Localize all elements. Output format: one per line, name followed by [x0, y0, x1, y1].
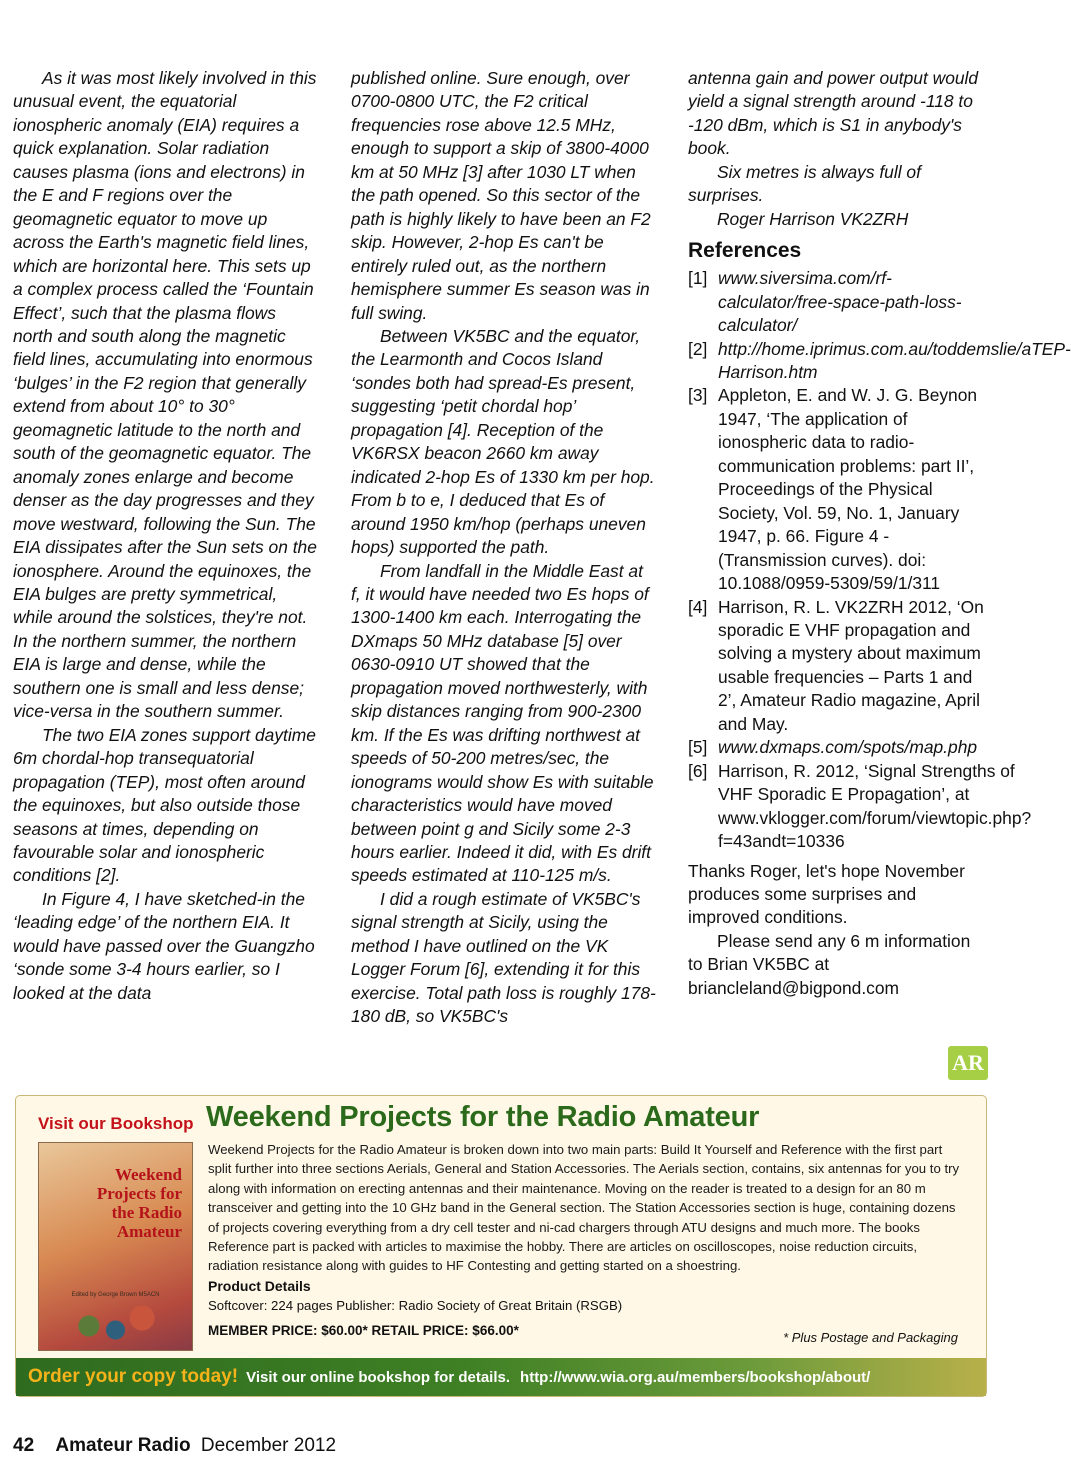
reference-item — [688, 760, 1032, 854]
reference-number: [1] — [688, 268, 708, 289]
reference-link[interactable]: http://home.iprimus.com.au/toddemslie/aTEP-Harrison.htm — [718, 338, 1071, 382]
contact-paragraph: Please send any 6 m information to Brian VK5BC at briancleland@bigpond.com — [688, 930, 971, 998]
postage-note: * Plus Postage and Packaging — [783, 1330, 958, 1345]
paragraph: The two EIA zones support daytime 6m chordal-hop transequatorial propagation (TEP), most often around the equinoxes, but also outside those seasons at times, depending on favourable solar and ionospheric conditions [2]. — [13, 724, 316, 886]
price-line: MEMBER PRICE: $60.00* RETAIL PRICE: $66.00* — [208, 1323, 519, 1338]
order-callout: Order your copy today! — [28, 1366, 239, 1387]
product-details-heading: Product Details — [208, 1278, 311, 1294]
ad-title: Weekend Projects for the Radio Amateur — [206, 1101, 760, 1133]
thanks-paragraph: Thanks Roger, let's hope November produces some surprises and improved conditions. — [688, 860, 965, 928]
page-footer — [13, 1435, 336, 1457]
reference-item — [688, 267, 988, 337]
reference-link[interactable]: www.siversima.com/rf-calculator/free-space-path-loss-calculator/ — [718, 268, 962, 336]
book-cover-author: Edited by George Brown M5ACN — [71, 1292, 160, 1298]
reference-number: [3] — [688, 385, 708, 406]
reference-text: Harrison, R. 2012, ‘Signal Strengths of VHF Sporadic E Propagation’, at www.vklogger.com/forum/viewtopic.php?f=43andt=10336 — [718, 760, 1032, 852]
page-number: 42 — [13, 1435, 35, 1456]
paragraph: antenna gain and power output would yield a signal strength around -118 to -120 dBm, which is S1 in anybody's book. — [688, 68, 979, 159]
reference-item — [688, 384, 988, 595]
paragraph: As it was most likely involved in this unusual event, the equatorial ionospheric anomaly (EIA) requires a quick explanation. Solar radiation causes plasma (ions and electrons) in the E and F regions over the geomagnetic equator to move up across the Earth's magnetic field lines, which are horizontal here. This sets up a complex process called the ‘Fountain Effect’, such that the plasma flows north and south along the magnetic field lines, accumulating into enormous ‘bulges’ in the F2 region that generally extend from about 10° to 30° geomagnetic latitude to the north and south of the geomagnetic equator. The anomaly zones enlarge and become denser as the day progresses and they move westward, following the Sun. The EIA dissipates after the Sun sets on the ionosphere. Around the equinoxes, the EIA bulges are pretty symmetrical, while around the solstices, they're not. In the northern summer, the northern EIA is large and dense, while the southern one is small and less dense; vice-versa in the southern summer. — [13, 68, 317, 722]
magazine-name: Amateur Radio — [55, 1435, 191, 1456]
paragraph: In Figure 4, I have sketched-in the ‘leading edge’ of the northern EIA. It would have passed over the Guangzho ‘sonde some 3-4 hours earlier, so I looked at the data — [13, 888, 315, 1003]
ad-description: Weekend Projects for the Radio Amateur is broken down into two main parts: Build It Yourself and Reference with the first part split further into three sections Aerials, General and Station Accessories. The Aerials section, contains, six antennas for you to try along with information on erecting antennas and their maintenance. Moving on the reader is treated to a design for an 80 m transceiver and getting into the 10 GHz band in the General section. The Station Accessories section is huge, containing dozens of projects covering everything from a dry cell tester and ni-cad chargers through ATU designs and much more. The books Reference part is packed with articles to maximise the hobby. There are articles on oscilloscopes, noise reduction circuits, radiation resistance along with guides to HF Contesting and getting started on a shoestring. — [208, 1142, 960, 1274]
paragraph: published online. Sure enough, over 0700-0800 UTC, the F2 critical frequencies rose above 12.5 MHz, enough to support a skip of 3800-4000 km at 50 MHz [3] after 1030 LT when the path opened. So this sector of the path is highly likely to have been an F2 skip. However, 2-hop Es can't be entirely ruled out, as the northern hemisphere summer Es season was in full swing. — [351, 68, 651, 323]
ar-logo-icon: AR — [948, 1046, 988, 1080]
book-cover-art — [49, 1302, 182, 1342]
closing-line: Six metres is always full of surprises. — [688, 161, 921, 206]
reference-number: [5] — [688, 737, 708, 758]
book-cover-image — [38, 1142, 193, 1351]
product-details: Softcover: 224 pages Publisher: Radio Society of Great Britain (RSGB) — [208, 1298, 623, 1313]
reference-link[interactable]: www.dxmaps.com/spots/map.php — [718, 737, 978, 758]
article-column-1 — [13, 67, 318, 1005]
reference-number: [4] — [688, 596, 708, 617]
reference-number: [6] — [688, 760, 708, 781]
visit-online-text: Visit our online bookshop for details. — [246, 1368, 511, 1386]
bookshop-advertisement — [15, 1095, 987, 1397]
article-column-3 — [688, 67, 1071, 1000]
reference-text: Appleton, E. and W. J. G. Beynon 1947, ‘The application of ionospheric data to radio-communication problems: part II’, Proceedings of the Physical Society, Vol. 59, No. 1, January 1947, p. 66. Figure 4 - (Transmission curves). doi: 10.1088/0959-5309/59/1/311 — [718, 385, 978, 594]
paragraph: Between VK5BC and the equator, the Learmonth and Cocos Island ‘sondes both had spread-Es present, suggesting ‘petit chordal hop’ propagation [4]. Reception of the VK6RSX beacon 2660 km away indicated 2-hop Es of 1330 km per hop. From b to e, I deduced that Es of around 1950 km/hop (perhaps uneven hops) supported the path. — [351, 325, 655, 558]
order-banner — [16, 1358, 986, 1396]
reference-item — [688, 338, 1071, 385]
reference-item — [688, 736, 988, 759]
visit-bookshop-label: Visit our Bookshop — [38, 1114, 194, 1133]
paragraph: I did a rough estimate of VK5BC's signal strength at Sicily, using the method I have outlined on the VK Logger Forum [6], extending it for this exercise. Total path loss is roughly 178-180 dB, so VK5BC's — [351, 888, 656, 1027]
author-signature: Roger Harrison VK2ZRH — [717, 208, 909, 229]
reference-item — [688, 596, 988, 737]
article-column-2 — [351, 67, 656, 1029]
references-heading: References — [688, 239, 802, 263]
paragraph: From landfall in the Middle East at f, it would have needed two Es hops of 1300-1400 km each. Interrogating the DXmaps 50 MHz database [5] over 0630-0910 UT showed that the propagation moved northwesterly, with skip distances ranging from 900-2300 km. If the Es was drifting northwest at speeds of 50-200 metres/sec, the ionograms would show Es with suitable characteristics would have moved between point g and Sicily some 2-3 hours earlier. Indeed it did, with Es drift speeds estimated at 110-125 m/s. — [351, 560, 654, 886]
bookshop-url-link[interactable]: http://www.wia.org.au/members/bookshop/about/ — [520, 1368, 871, 1386]
reference-number: [2] — [688, 338, 708, 359]
book-cover-title: Weekend Projects for the Radio Amateur — [96, 1165, 182, 1241]
issue-date: December 2012 — [200, 1435, 337, 1456]
reference-text: Harrison, R. L. VK2ZRH 2012, ‘On sporadic E VHF propagation and solving a mystery about maximum usable frequencies – Parts 1 and 2’, Amateur Radio magazine, April and May. — [718, 596, 984, 734]
